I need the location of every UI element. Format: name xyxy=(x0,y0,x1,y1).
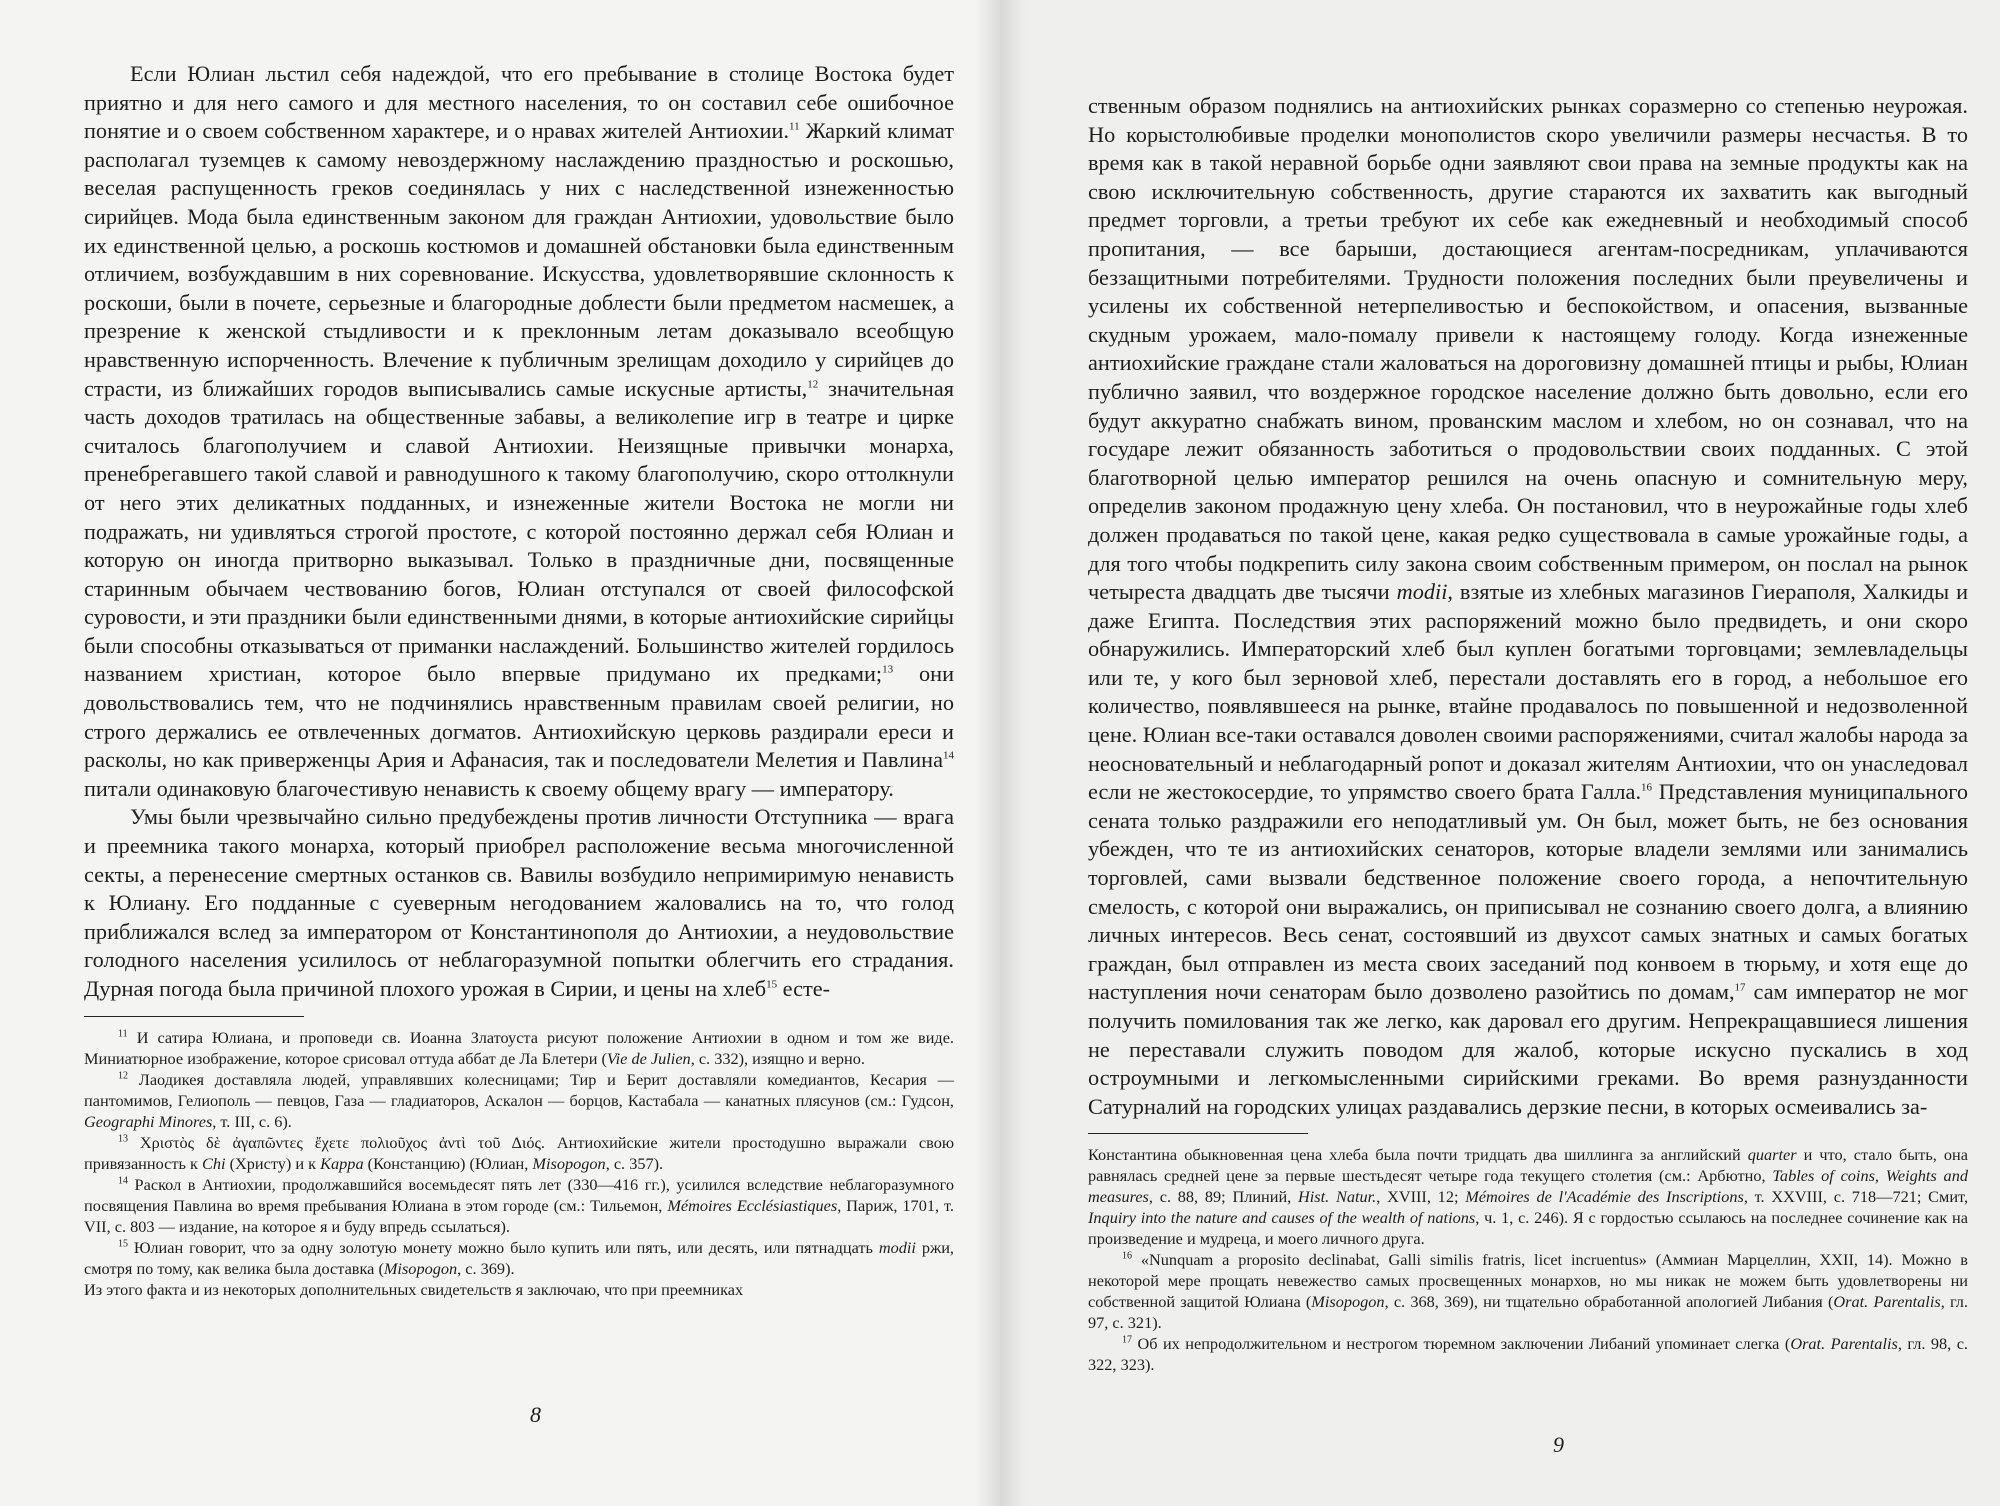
text-run: Жаркий климат располагал туземцев к самому невоздержному наслаждению праздностью и роскошью, веселая распущенность греков соединялась у них с наследственной изнеженностью сирийцев. Мода была единственным законом для граждан Антиохии, удовольствие было их единственной целью, а роскошь костюмов и домашней обстановки была единственным отличием, возбуждавшим в них соревнование. Искусства, удовлетворявшие склонность к роскоши, были в почете, серьезные и благородные доблести были предметом насмешек, а презрение к женской стыдливости и к преклонным летам доказывало всеобщую нравственную испорченность. Влечение к публичным зрелищам доходило у сирийцев до страсти, из ближайших городов выписывались самые искусные артисты, xyxy=(84,118,954,401)
text-run: , т. XXVIII, с. 718—721; Смит, xyxy=(1743,1187,1969,1207)
footnote-rule xyxy=(84,1016,304,1017)
italic-run: quarter xyxy=(1747,1145,1797,1165)
italic-run: Chi xyxy=(201,1153,226,1173)
text-run: питали одинаковую благочестивую ненависть к своему общему врагу — императору. xyxy=(84,775,894,801)
text-run: , с. 368, 369), ни тщательно обработанной апологией Либания ( xyxy=(1384,1292,1834,1312)
text-run: , Париж, 1701, т. VII, с. 803 — издание, на которое я и буду впредь ссылаться). xyxy=(84,1195,954,1236)
text-run: они довольствовались тем, что не подчинялись нравственным правилам своей религии, но строго держались ее отвлеченных догматов. Антиохийскую церковь раздирали ереси и расколы, но как приверженцы Ария и Афанасия, так и последователи Мелетия и Павлина xyxy=(84,661,954,773)
italic-run: modii xyxy=(878,1237,916,1257)
text-run: , гл. 98, с. 322, 323). xyxy=(1088,1334,1968,1375)
footnote-marker: 15 xyxy=(766,978,778,991)
text-run: , с. 88, 89; Плиний, xyxy=(1148,1187,1299,1207)
italic-run: Orat. Parentalis xyxy=(1833,1292,1941,1312)
page-number-right: 9 xyxy=(1553,1432,1564,1457)
footnote-marker: 15 xyxy=(118,1238,128,1250)
footnote-marker: 12 xyxy=(807,378,819,391)
italic-run: Misopogon xyxy=(1311,1292,1385,1312)
paragraph xyxy=(84,803,954,1003)
paragraph xyxy=(84,1174,954,1237)
italic-run: Vie de Julien xyxy=(606,1048,691,1068)
italic-run: Misopogon xyxy=(383,1258,458,1278)
text-run: , с. 369). xyxy=(457,1258,515,1278)
text-run: есте- xyxy=(777,976,831,1001)
footnote-marker: 11 xyxy=(118,1028,128,1040)
text-run: значительная часть доходов тратилась на общественные забавы, а великолепие игр в театре и цирке считалось благополучием и славой Антиохии. Неизящные привычки монарха, пренебрегавшего такой славой и равнодушного к такому благополучию, скоро оттолкнули от него этих деликатных подданных, и изнеженные жители Востока не могли ни подражать, ни удивляться строгой простоте, с которой постоянно держал себя Юлиан и которую он иногда притворно выказывал. Только в праздничные дни, посвященные старинным обычаем чествованию богов, Юлиан отступался от своей философской суровости, и эти праздники были единственными днями, в которые антиохийские сирийцы были способны отказываться от приманки наслаждений. Большинство жителей гордилось названием христиан, которое было впервые придумано их предками; xyxy=(84,375,955,687)
text-run: Умы были чрезвычайно сильно предубеждены против личности Отступника — врага и преемника такого монарха, который приобрел расположение весьма многочисленной секты, а перенесение смертных останков св. Вавилы возбудило непримиримую ненависть к Юлиану. Его подданные с суеверным негодованием жаловались на то, что голод приближался вслед за императором от Константинополя до Антиохии, а неудовольствие голодного населения усилилось от неблагоразумной попытки облегчить его страдания. Дурная погода была причиной плохого урожая в Сирии, и цены на хлеб xyxy=(84,804,954,1001)
text-run: Константина обыкновенная цена хлеба была почти тридцать два шиллинга за английский xyxy=(1088,1145,1748,1165)
paragraph xyxy=(84,60,954,803)
italic-run: Inquiry into the nature and causes of the wealth of nations xyxy=(1088,1208,1476,1228)
left-body-text xyxy=(84,60,954,1004)
text-run: ржи, смотря по тому, как велика была доставка ( xyxy=(84,1237,954,1278)
paragraph xyxy=(84,1069,954,1132)
paragraph xyxy=(1088,92,1968,1121)
italic-run: Misopogon xyxy=(532,1153,606,1173)
text-run: (Христу) и к xyxy=(225,1153,321,1173)
italic-run: Geographi Minores xyxy=(84,1111,213,1131)
page-number-left: 8 xyxy=(530,1402,541,1427)
footnote-marker: 13 xyxy=(882,664,894,677)
text-run: (Констанцию) (Юлиан, xyxy=(363,1153,533,1173)
text-run: И сатира Юлиана, и проповеди св. Иоанна Златоуста рисуют положение Антиохии в одном и том же виде. Миниатюрное изображение, которое срисовал оттуда аббат де Ла Блетери ( xyxy=(84,1027,954,1068)
italic-run: Orat. Parentalis xyxy=(1790,1334,1898,1354)
paragraph xyxy=(1088,1144,1968,1249)
text-run: Лаодикея доставляла людей, управлявших колесницами; Тир и Берит доставляли комедиантов, Кесария — пантомимов, Гелиополь — певцов, Газа — гладиаторов, Аскалон — борцов, Кастабала — канатных плясунов (см.: Гудсон, xyxy=(84,1069,954,1110)
text-run: Раскол в Антиохии, продолжавшийся восемьдесят пять лет (330—416 гг.), усилился вследствие неблагоразумного посвящения Павлина во время пребывания Юлиана в этом городе (см.: Тильемон, xyxy=(84,1174,954,1215)
footnote-marker: 17 xyxy=(1734,981,1746,994)
left-footnotes xyxy=(84,1027,954,1300)
text-run: Представления муниципального сената только раздражили его неподатливый ум. Он был, может быть, не без основания убежден, что те из антиохийских сенаторов, которые владели землями или занимались торговлей, сами вызвали бедственное положение своего города, а непочтительную смелость, с которой они выражались, он приписывал не сознанию своего долга, а влиянию личных интересов. Весь сенат, состоявший из двухсот самых знатных и самых богатых граждан, был отправлен из места своих заседаний под конвоем в тюрьму, и хотя еще до наступления ночи сенаторам было дозволено разойтись по домам, xyxy=(1088,779,1968,1005)
right-footnotes xyxy=(1088,1144,1968,1375)
footnote-marker: 16 xyxy=(1122,1250,1132,1262)
text-run: сам император не мог получить помилования так же легко, как даровал его другим. Непрекращавшиеся лишения не переставали служить поводом для жалоб, которые искусно пускались в ход остроумными и легкомысленными сирийскими греками. Во время разнузданности Сатурналий на городских улицах раздавались дерзкие песни, в которых осмеивались за- xyxy=(1088,979,1968,1119)
paragraph xyxy=(84,1279,954,1300)
footnote-rule xyxy=(1088,1133,1308,1134)
text-run: , гл. 97, с. 321). xyxy=(1088,1292,1969,1333)
footnote-marker: 13 xyxy=(118,1133,128,1145)
paragraph xyxy=(1088,1333,1968,1375)
italic-run: Mémoires Ecclésiastiques xyxy=(667,1195,838,1215)
paragraph xyxy=(84,1237,954,1279)
text-run: , т. III, с. 6). xyxy=(212,1111,292,1131)
text-run: и что, стало быть, она равнялась средней цене за первые шестьдесят четыре года текущего столетия (см.: Арбютно, xyxy=(1088,1145,1969,1186)
paragraph xyxy=(1088,1249,1968,1333)
text-run: Юлиан говорит, что за одну золотую монету можно было купить или пять, или десять, или пятнадцать xyxy=(128,1237,879,1257)
paragraph xyxy=(84,1027,954,1069)
text-run: ственным образом поднялись на антиохийских рынках соразмерно со степенью неурожая. Но корыстолюбивые проделки монополистов скоро увеличили размеры несчастья. В то время как в такой неравной борьбе одни заявляют свои права на земные продукты как на свою исключительную собственность, другие стараются их захватить как выгодный предмет торговли, а третьи требуют их себе как ежедневный и необходимый способ пропитания, — все барыши, достающиеся агентам-посредникам, уплачиваются беззащитными потребителями. Трудности положения последних были преувеличены и усилены их собственной нетерпеливостью и беспокойством, и опасения, вызванные скудным урожаем, мало-помалу привели к настоящему голоду. Когда изнеженные антиохийские граждане стали жаловаться на дороговизну домашней птицы и рыбы, Юлиан публично заявил, что воздержное городское население должно быть довольно, если его будут аккуратно снабжать вином, прованским маслом и хлебом, но он сознавал, что на государе лежит обязанность заботиться о продовольствии своих подданных. С этой благотворной целью император решился на очень опасную и сомнительную меру, определив законом продажную цену хлеба. Он постановил, что в неурожайные годы хлеб должен продаваться по такой цене, какая редко существовала в самые урожайные годы, а для того чтобы подкрепить силу закона своим собственным примером, он послал на рынок четыреста двадцать две тысячи xyxy=(1088,93,1968,605)
paragraph xyxy=(84,1132,954,1174)
right-body-text xyxy=(1088,92,1968,1121)
italic-run: Tables of coins, Weights and measures xyxy=(1088,1166,1968,1207)
text-run: Χριστὸς δὲ ἀγαπῶντες ἔχετε πολιοῦχος ἀντὶ τοῦ Διός. Антиохийские жители простодушно выражали свою привязанность к xyxy=(84,1132,954,1173)
text-run: , ч. 1, с. 246). Я с гордостью ссылаюсь на последнее сочинение как на произведение и мудреца, и моего личного друга. xyxy=(1088,1208,1968,1249)
footnote-marker: 14 xyxy=(943,749,954,762)
italic-run: Kappa xyxy=(320,1153,364,1173)
right-text-column xyxy=(1088,92,1968,1375)
text-run: Об их непродолжительном и нестрогом тюремном заключении Либаний упоминает слегка ( xyxy=(1132,1334,1791,1354)
text-run: , XVIII, 12; xyxy=(1376,1187,1466,1207)
right-page xyxy=(1000,0,2000,1506)
footnote-marker: 14 xyxy=(118,1175,128,1187)
italic-run: Hist. Natur. xyxy=(1298,1187,1377,1207)
footnote-marker: 11 xyxy=(789,120,800,133)
text-run: , взятые из хлебных магазинов Гиераполя, Халкиды и даже Египта. Последствия этих распоряжений можно было предвидеть, и они скоро обнаружились. Императорский хлеб был куплен богатыми торговцами; землевладельцы или те, у кого был зерновой хлеб, перестали доставлять его в город, а небольшое его количество, появлявшееся на рынке, втайне продавалось по повышенной и недозволенной цене. Юлиан все-таки оставался доволен своими распоряжениями, считал жалобы народа за неосновательный и неблагодарный ропот и доказал жителям Антиохии, что он унаследовал если не жестокосердие, то упрямство своего брата Галла. xyxy=(1088,579,1969,805)
footnote-marker: 16 xyxy=(1641,781,1653,794)
footnote-marker: 17 xyxy=(1122,1334,1132,1346)
text-run: Если Юлиан льстил себя надеждой, что его пребывание в столице Востока будет приятно и для него самого и для местного населения, то он составил себе ошибочное понятие и о своем собственном характере, и о нравах жителей Антиохии. xyxy=(84,61,954,144)
book-gutter-shadow xyxy=(975,0,1025,1506)
text-run: Из этого факта и из некоторых дополнительных свидетельств я заключаю, что при преемниках xyxy=(84,1279,744,1299)
text-run: «Nunquam a proposito declinabat, Galli similis fratris, licet incruentus» (Аммиан Марцеллин, XXII, 14). Можно в некоторой мере прощать невежество самых просвещенных монархов, но мы никак не можем быть удовлетворены ни собственной защитой Юлиана ( xyxy=(1088,1250,1968,1312)
footnote-marker: 12 xyxy=(118,1070,128,1082)
text-run: , с. 332), изящно и верно. xyxy=(690,1048,865,1068)
italic-run: Mémoires de l'Académie des Inscriptions xyxy=(1465,1187,1744,1207)
text-run: , с. 357). xyxy=(605,1153,664,1173)
italic-run: modii xyxy=(1396,579,1448,605)
left-text-column xyxy=(84,60,954,1300)
